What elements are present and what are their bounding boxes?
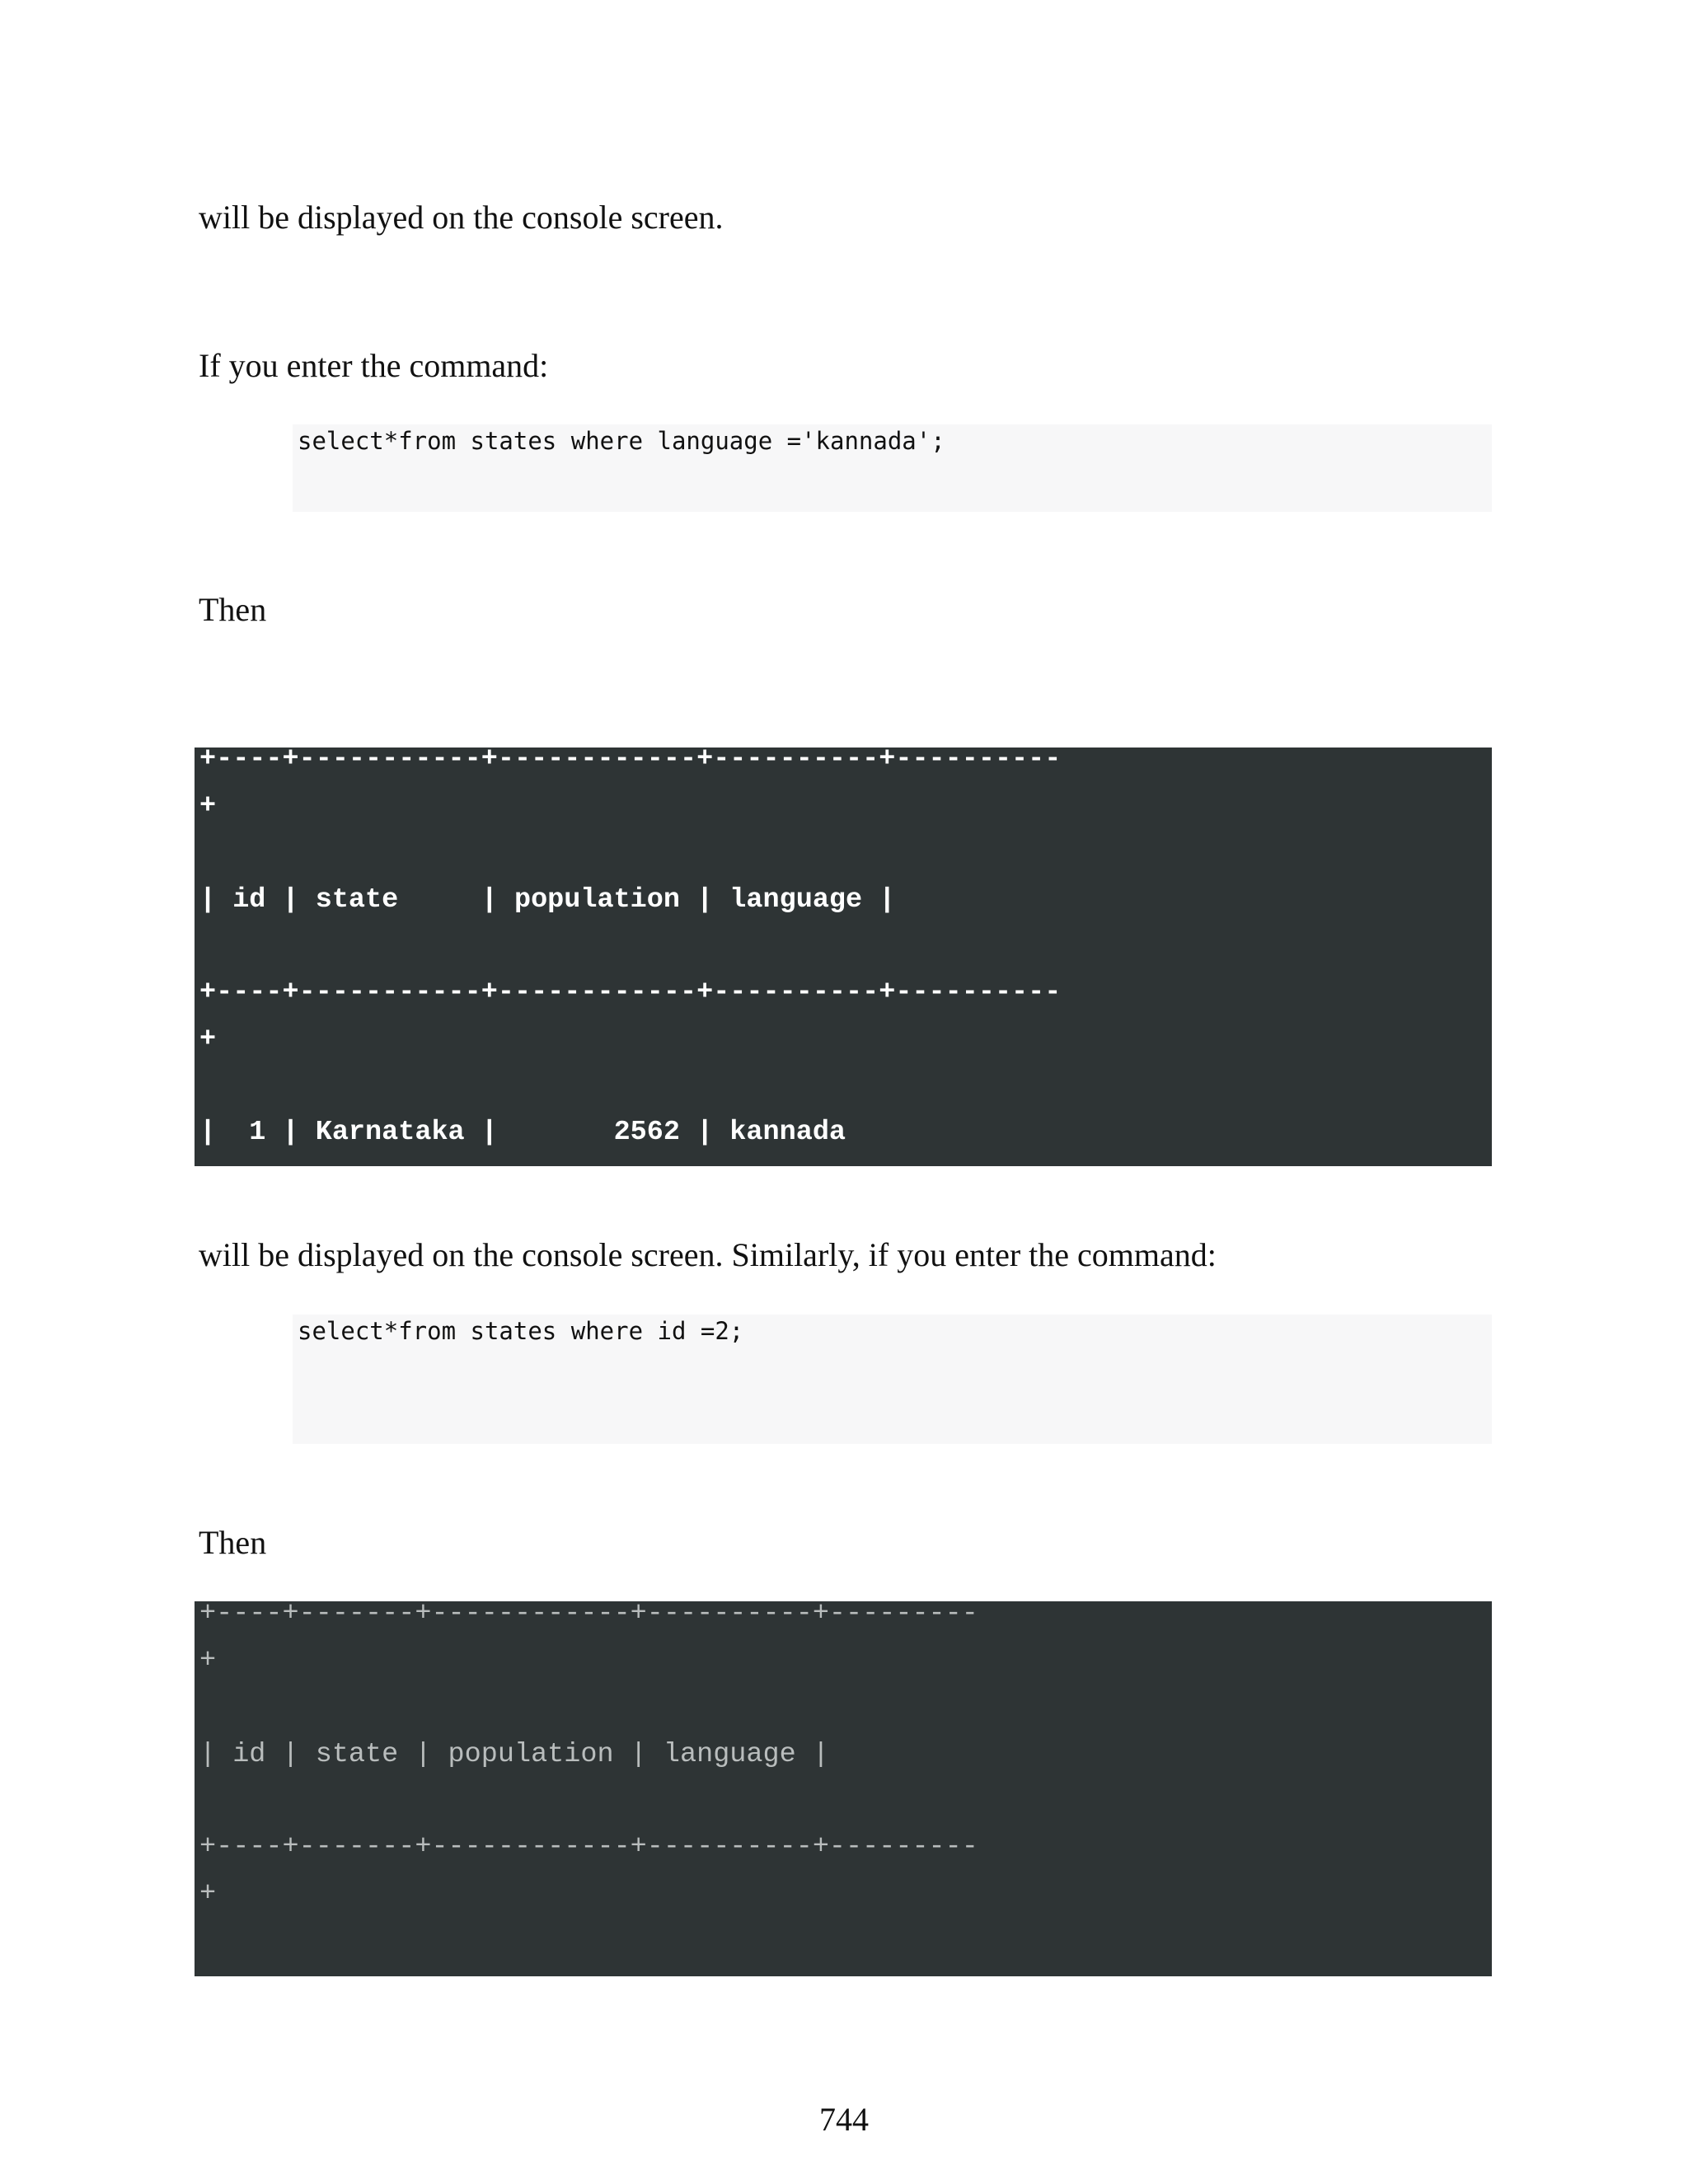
paragraph-enter-command: If you enter the command: (199, 347, 549, 384)
console-line: + (199, 1645, 217, 1676)
console-line: +----+-----------+------------+----------+---------- (199, 743, 1062, 775)
console-output-language-query (195, 743, 1492, 1166)
console-output-id-query (195, 1598, 1492, 1976)
console-line: | id | state | population | language | (199, 884, 896, 916)
page-number: 744 (819, 2101, 869, 2138)
paragraph-then: Then (199, 591, 267, 628)
console-line: +----+-------+------------+----------+--------- (199, 1831, 978, 1863)
code-line: select*from states where id =2; (298, 1317, 744, 1345)
paragraph-similarly-enter-command: will be displayed on the console screen. Similarly, if you enter the command: (199, 1236, 1217, 1273)
console-line: + (199, 1024, 217, 1055)
code-block-id-query (293, 1315, 1492, 1444)
code-block-language-query (293, 424, 1492, 512)
console-line: +----+-------+------------+----------+--------- (199, 1598, 978, 1629)
paragraph-then-second: Then (199, 1524, 267, 1561)
console-line: | id | state | population | language | (199, 1739, 829, 1770)
code-line: select*from states where language ='kannada'; (298, 427, 945, 455)
paragraph-console-displayed: will be displayed on the console screen. (199, 199, 724, 236)
console-line: | 1 | Karnataka | 2562 | kannada (199, 1117, 846, 1148)
console-line: +----+-----------+------------+----------+---------- (199, 977, 1062, 1008)
console-line: + (199, 1878, 217, 1910)
console-line: + (199, 790, 217, 822)
